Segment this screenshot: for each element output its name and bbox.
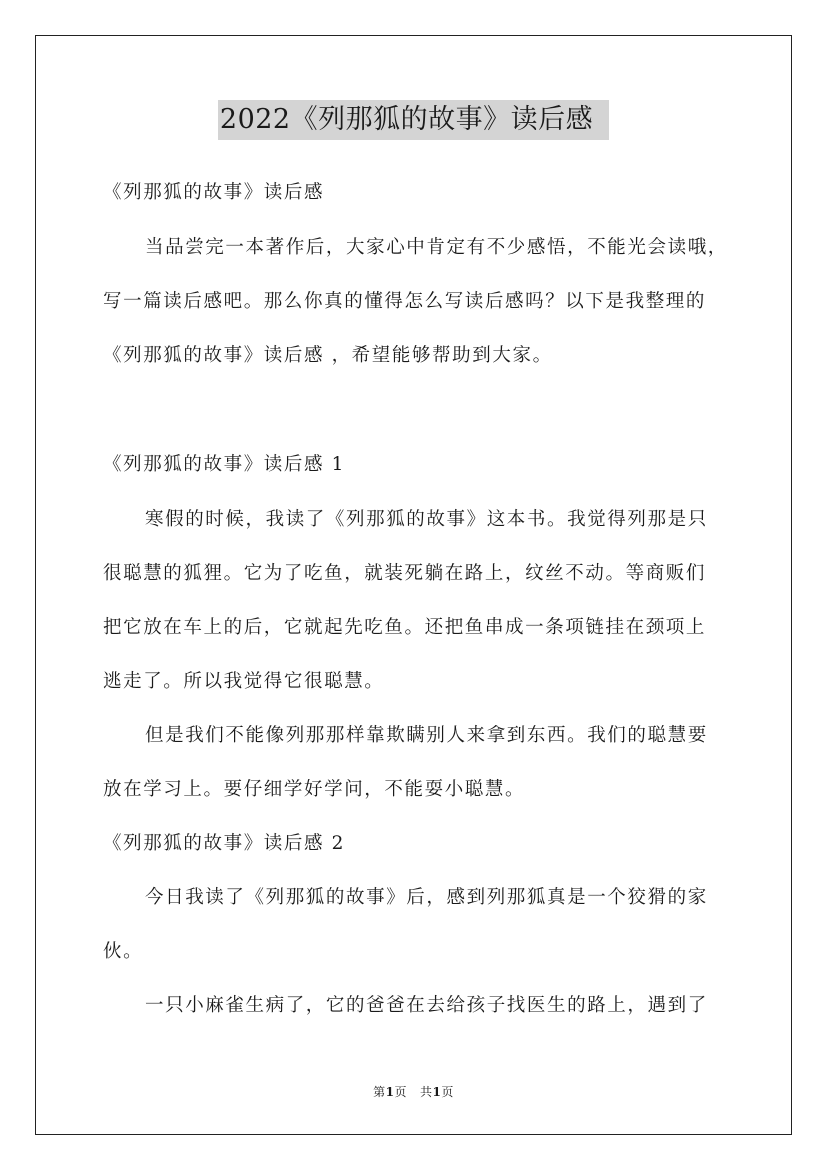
- paragraph-line: 伙。: [103, 941, 144, 962]
- page-number: 1: [385, 1085, 395, 1099]
- page-prefix: 第: [373, 1085, 386, 1099]
- paragraph-line: 但是我们不能像列那那样靠欺瞒别人来拿到东西。我们的聪慧要: [145, 725, 708, 746]
- intro-heading: 《列那狐的故事》读后感: [103, 182, 325, 203]
- paragraph-line: 很聪慧的狐狸。它为了吃鱼，就装死躺在路上，纹丝不动。等商贩们: [103, 563, 707, 584]
- page-footer: [0, 1084, 827, 1100]
- total-prefix: 共: [419, 1085, 433, 1099]
- section-heading-2: 《列那狐的故事》读后感 2: [103, 833, 345, 854]
- paragraph-line: 寒假的时候，我读了《列那狐的故事》这本书。我觉得列那是只: [145, 509, 708, 530]
- paragraph-line: 当品尝完一本著作后，大家心中肯定有不少感悟，不能光会读哦，: [145, 237, 728, 258]
- page-suffix: 页: [394, 1085, 408, 1099]
- section-heading-1: 《列那狐的故事》读后感 1: [103, 454, 345, 475]
- document-title: 2022《列那狐的故事》读后感: [218, 100, 609, 140]
- paragraph-line: 今日我读了《列那狐的故事》后，感到列那狐真是一个狡猾的家: [145, 887, 708, 908]
- paragraph-line: 《列那狐的故事》读后感 ，希望能够帮助到大家。: [103, 345, 553, 366]
- title-container: [0, 100, 827, 140]
- total-number: 1: [432, 1085, 442, 1099]
- paragraph-line: 把它放在车上的后，它就起先吃鱼。还把鱼串成一条项链挂在颈项上: [103, 617, 707, 638]
- paragraph-line: 放在学习上。要仔细学好学问，不能耍小聪慧。: [103, 779, 526, 800]
- paragraph-line: 写一篇读后感吧。那么你真的懂得怎么写读后感吗？以下是我整理的: [103, 291, 707, 312]
- paragraph-line: 一只小麻雀生病了，它的爸爸在去给孩子找医生的路上，遇到了: [145, 995, 708, 1016]
- total-suffix: 页: [441, 1085, 454, 1099]
- paragraph-line: 逃走了。所以我觉得它很聪慧。: [103, 671, 385, 692]
